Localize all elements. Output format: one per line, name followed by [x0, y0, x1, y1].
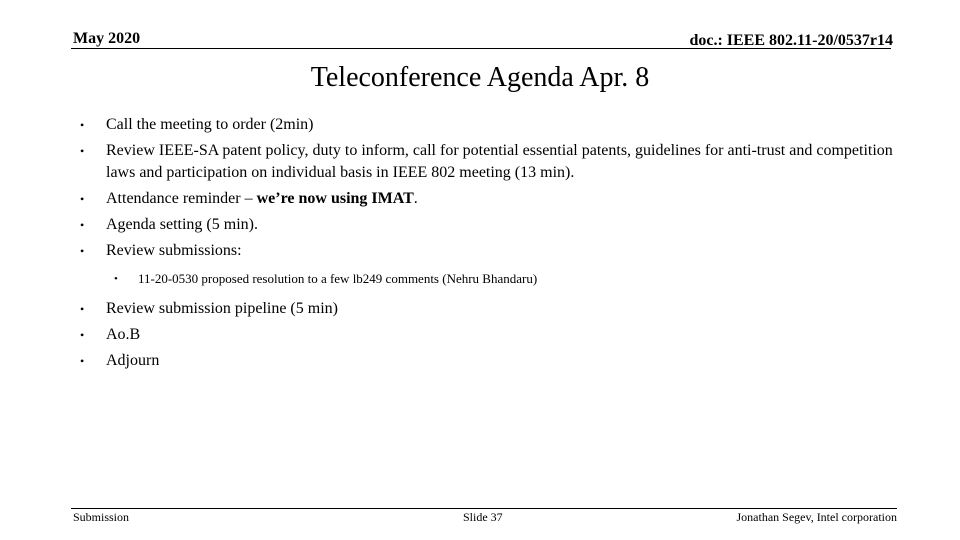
agenda-item: [80, 240, 900, 262]
bullet-icon: •: [80, 354, 85, 368]
agenda-item: [80, 350, 900, 372]
agenda-item-text-prefix: Attendance reminder –: [106, 190, 257, 207]
agenda-item: [80, 324, 900, 346]
bullet-icon: •: [80, 144, 85, 158]
agenda-item: [80, 114, 900, 136]
agenda-item: [80, 188, 900, 210]
bullet-icon: •: [80, 302, 85, 316]
header-date: May 2020: [73, 30, 141, 47]
bullet-icon: •: [114, 273, 118, 285]
bullet-icon: •: [80, 118, 85, 132]
agenda-item: [80, 140, 900, 184]
footer-submission: Submission: [73, 510, 130, 524]
agenda-item-text: Call the meeting to order (2min): [106, 116, 314, 133]
agenda-item-text: Ao.B: [106, 326, 141, 343]
bullet-icon: •: [80, 192, 85, 206]
agenda-item-text-suffix: .: [413, 190, 418, 207]
agenda-list: [80, 114, 900, 376]
header-doc-id: doc.: IEEE 802.11-20/0537r14: [689, 32, 893, 49]
footer-slide-number: Slide 37: [463, 510, 503, 524]
agenda-item: [80, 214, 900, 236]
agenda-item-text: Review IEEE-SA patent policy, duty to inform, call for potential essential patents, guidelines for anti-trust and competition laws and participation on individual basis in IEEE 802 meeting (13 min).: [106, 142, 893, 181]
footer-author: Jonathan Segev, Intel corporation: [736, 510, 897, 524]
bullet-icon: •: [80, 244, 85, 258]
agenda-item-text: Agenda setting (5 min).: [106, 216, 258, 233]
slide-title: Teleconference Agenda Apr. 8: [310, 62, 650, 93]
bullet-icon: •: [80, 328, 85, 342]
agenda-item-text: Review submissions:: [106, 242, 242, 259]
header-divider: [71, 48, 891, 49]
footer-divider: [71, 508, 897, 509]
agenda-item-emphasis: we’re now using IMAT: [256, 190, 414, 207]
agenda-item-text: Review submission pipeline (5 min): [106, 300, 338, 317]
agenda-item-text: Adjourn: [106, 352, 160, 369]
bullet-icon: •: [80, 218, 85, 232]
agenda-sub-item-text: 11-20-0530 proposed resolution to a few lb249 comments (Nehru Bhandaru): [138, 271, 538, 286]
agenda-item: [80, 298, 900, 320]
agenda-sub-item: [80, 270, 900, 288]
